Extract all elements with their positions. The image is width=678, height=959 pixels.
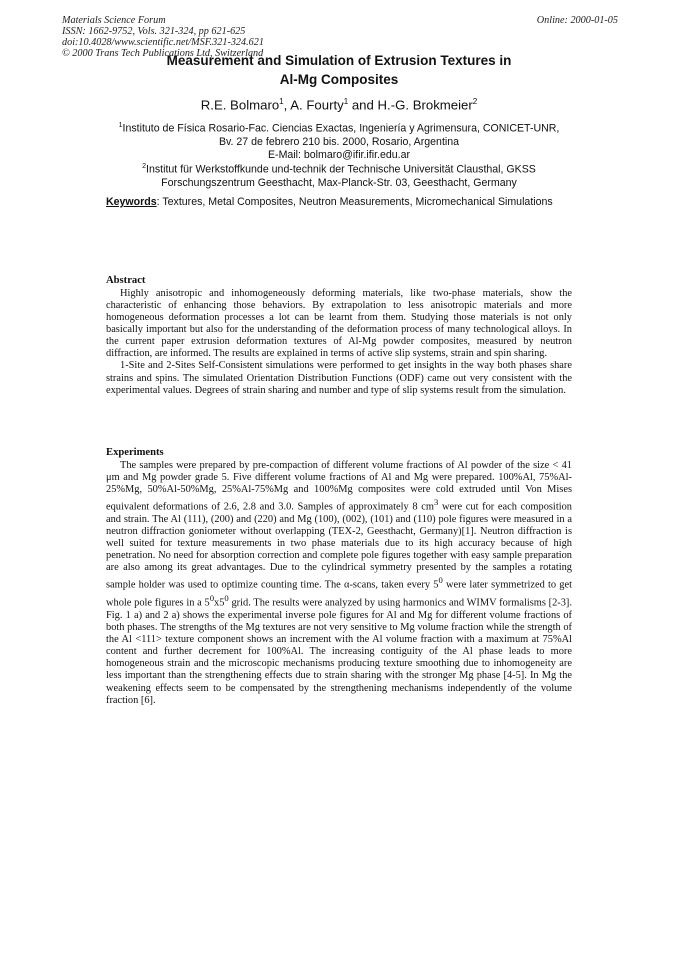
affil-line: Bv. 27 de febrero 210 bis. 2000, Rosario, Argentina bbox=[218, 135, 460, 148]
title-line1: Measurement and Simulation of Extrusion Textures in bbox=[166, 53, 512, 68]
abstract-paragraph: Highly anisotropic and inhomogeneously deforming materials, like two-phase materials, show the characteristic of enhancing those behaviors. By extrapolation to less anisotropic materials and more homogeneous deformation processes a lot can be learnt from them. Studying those materials is not only basically important but also for the understanding of the deformation process of many technological alloys. In the current paper extrusion deformation textures of Al-Mg powder composites, measured by neutron diffraction, are informed. The results are explained in terms of active slip systems, strain and spin sharing. bbox=[106, 287, 572, 360]
keywords-label: Keywords bbox=[106, 196, 157, 208]
author-list bbox=[0, 97, 678, 112]
author-name: R.E. Bolmaro bbox=[200, 97, 280, 113]
abstract-heading: Abstract bbox=[106, 275, 146, 286]
affiliation-1 bbox=[80, 119, 598, 162]
experiments-section bbox=[106, 447, 572, 707]
author-name: H.-G. Brokmeier bbox=[377, 97, 473, 113]
author-conjunction: and bbox=[348, 97, 378, 113]
affil-line: Forschungszentrum Geesthacht, Max-Planck-Str. 03, Geesthacht, Germany bbox=[161, 176, 517, 189]
affil-mark: 2 bbox=[142, 163, 147, 170]
experiments-heading: Experiments bbox=[106, 447, 164, 458]
journal-name: Materials Science Forum bbox=[62, 15, 166, 26]
affil-line: Institut für Werkstoffkunde und-technik der Technische Universität Clausthal, GKSS bbox=[146, 163, 536, 176]
keywords-text: Textures, Metal Composites, Neutron Measurements, Micromechanical Simulations bbox=[159, 196, 553, 208]
copyright-line: © 2000 Trans Tech Publications Ltd, Switzerland bbox=[62, 48, 264, 59]
affil-line: Instituto de Física Rosario-Fac. Ciencias Exactas, Ingeniería y Agrimensura, CONICET-UNR, bbox=[122, 122, 560, 135]
doi-line: doi:10.4028/www.scientific.net/MSF.321-324.621 bbox=[62, 37, 264, 48]
experiments-paragraph: The samples were prepared by pre-compaction of different volume fractions of Al powder of the size < 41 μm and Mg powder grade 5. Five different volume fractions of Al and Mg were prepared. 100%Al, 75%Al-25%Mg, 50%Al-50%Mg, 25%Al-75%Mg and 100%Mg composites were cold extruded until Von Mises equivalent deformations of 2.6, 2.8 and 3.0. Samples of approximately 8 $cm^3$ were cut for each composition and strain. The Al (111), (200) and (220) and Mg (100), (002), (101) and (110) pole figures were measured in a neutron diffraction goniometer without overlapping (TEX-2, Geesthacht, Germany)[1]. Neutron diffraction is well suited for texture measurements in two phase materials due to its high accuracy because of high penetration. No need for absorption correction and complete pole figures together with easy sample preparation are also among its great advantages. Due to the cylindrical symmetry presented by the samples a rotating sample holder was used to optimize counting time. The α-scans, taken every $5^0$ were later symmetrized to get whole pole figures in a $5^0x5^0$ grid. The results were analyzed by using harmonics and WIMV formalisms [2-3]. Fig. 1 a) and 2 a) shows the experimental inverse pole figures for Al and Mg for different volume fractions of both phases. The strengths of the Mg textures are not very sensitive to Mg volume fraction while the strength of the Al <111> texture component shows an increment with the Al volume fraction with a maximum at 75%Al content and further decrement for 100%Al. The increasing contiguity of the Al phase leads to more homogeneous strain and the microscopic mechanisms producing texture smoothing due to inhomogeneity are less important than the strengthening effects due to strain sharing with the stronger Mg phase [4-5]. In Mg the weakening effects seem to be compensated by the strengthening mechanisms independently of the volume fraction [6]. bbox=[106, 459, 572, 706]
author-name: A. Fourty bbox=[290, 97, 344, 113]
online-date: Online: 2000-01-05 bbox=[536, 15, 618, 26]
keywords bbox=[106, 196, 576, 208]
abstract-paragraph: 1-Site and 2-Sites Self-Consistent simulations were performed to get insights in the way both phases share strains and spins. The simulated Orientation Distribution Functions (ODF) came out very consistent with the experimental values. Degrees of strain sharing and number and type of slip systems result from the simulation. bbox=[106, 360, 572, 396]
title-line2: Al-Mg Composites bbox=[279, 72, 399, 87]
keywords-colon: : bbox=[156, 196, 160, 208]
affil-email: E-Mail: bolmaro@ifir.ifir.edu.ar bbox=[267, 148, 411, 161]
author-affil-mark: 1 bbox=[343, 97, 349, 106]
affiliation-2 bbox=[80, 160, 598, 190]
author-separator: , bbox=[283, 97, 291, 113]
author-affil-mark: 1 bbox=[279, 97, 284, 106]
affil-mark: 1 bbox=[118, 122, 123, 129]
author-affil-mark: 2 bbox=[472, 97, 478, 106]
abstract-section bbox=[106, 275, 572, 397]
issn-line: ISSN: 1662-9752, Vols. 321-324, pp 621-625 bbox=[62, 26, 246, 37]
